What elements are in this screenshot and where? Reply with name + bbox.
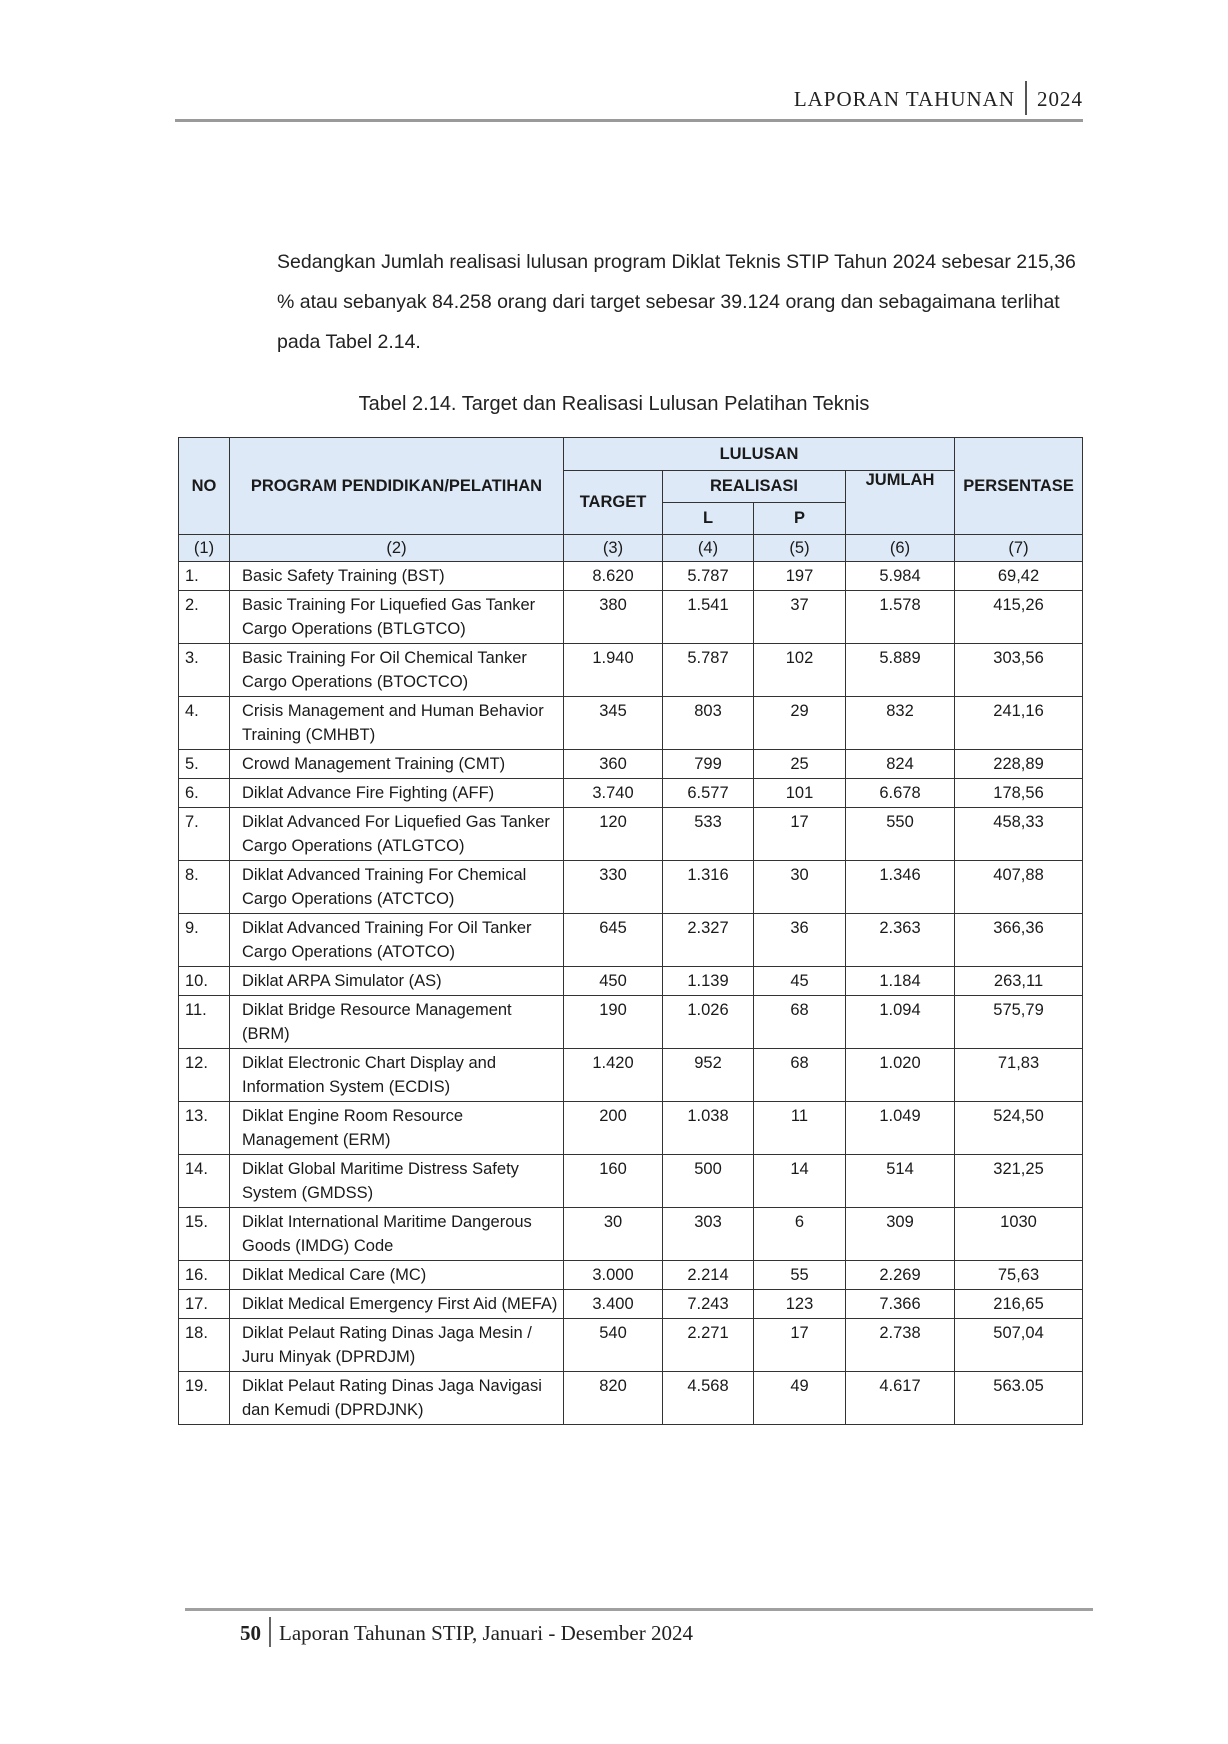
- cell-no: 12.: [179, 1049, 230, 1102]
- cell-p: 36: [754, 914, 846, 967]
- cell-target: 1.420: [564, 1049, 663, 1102]
- cell-jumlah: 550: [846, 808, 955, 861]
- cell-target: 30: [564, 1208, 663, 1261]
- cell-no: 2.: [179, 591, 230, 644]
- cell-program: Crowd Management Training (CMT): [230, 750, 564, 779]
- table-row: [179, 808, 1083, 861]
- cell-target: 345: [564, 697, 663, 750]
- cell-l: 533: [663, 808, 754, 861]
- cell-no: 6.: [179, 779, 230, 808]
- cell-target: 3.400: [564, 1290, 663, 1319]
- col-number-1: (1): [179, 535, 230, 562]
- cell-program: Diklat Medical Care (MC): [230, 1261, 564, 1290]
- cell-no: 8.: [179, 861, 230, 914]
- cell-p: 68: [754, 996, 846, 1049]
- table-row: [179, 914, 1083, 967]
- cell-no: 13.: [179, 1102, 230, 1155]
- cell-jumlah: 1.184: [846, 967, 955, 996]
- cell-p: 14: [754, 1155, 846, 1208]
- cell-l: 500: [663, 1155, 754, 1208]
- header-no: NO: [179, 438, 230, 535]
- cell-no: 11.: [179, 996, 230, 1049]
- page-footer: [240, 1620, 693, 1650]
- cell-no: 16.: [179, 1261, 230, 1290]
- table-row: [179, 779, 1083, 808]
- footer-separator: [269, 1617, 271, 1647]
- cell-persentase: 75,63: [955, 1261, 1083, 1290]
- cell-l: 303: [663, 1208, 754, 1261]
- header-target: TARGET: [564, 471, 663, 535]
- cell-p: 11: [754, 1102, 846, 1155]
- cell-program: Diklat Advanced Training For Oil Tanker Cargo Operations (ATOTCO): [230, 914, 564, 967]
- cell-jumlah: 2.738: [846, 1319, 955, 1372]
- table-row: [179, 996, 1083, 1049]
- col-number-3: (3): [564, 535, 663, 562]
- cell-program: Basic Training For Oil Chemical Tanker Cargo Operations (BTOCTCO): [230, 644, 564, 697]
- cell-persentase: 241,16: [955, 697, 1083, 750]
- cell-program: Diklat Advance Fire Fighting (AFF): [230, 779, 564, 808]
- cell-jumlah: 4.617: [846, 1372, 955, 1425]
- cell-l: 5.787: [663, 644, 754, 697]
- cell-persentase: 563.05: [955, 1372, 1083, 1425]
- cell-jumlah: 514: [846, 1155, 955, 1208]
- cell-persentase: 575,79: [955, 996, 1083, 1049]
- cell-program: Diklat Advanced For Liquefied Gas Tanker Cargo Operations (ATLGTCO): [230, 808, 564, 861]
- cell-jumlah: 5.984: [846, 562, 955, 591]
- cell-program: Diklat Medical Emergency First Aid (MEFA): [230, 1290, 564, 1319]
- table-row: [179, 1049, 1083, 1102]
- table-row: [179, 861, 1083, 914]
- cell-l: 1.026: [663, 996, 754, 1049]
- footer-text: Laporan Tahunan STIP, Januari - Desember 2024: [279, 1620, 693, 1645]
- cell-target: 380: [564, 591, 663, 644]
- cell-no: 1.: [179, 562, 230, 591]
- table-body: [179, 562, 1083, 1425]
- header-p: P: [754, 503, 846, 535]
- cell-persentase: 321,25: [955, 1155, 1083, 1208]
- cell-no: 18.: [179, 1319, 230, 1372]
- cell-l: 952: [663, 1049, 754, 1102]
- cell-persentase: 507,04: [955, 1319, 1083, 1372]
- cell-target: 120: [564, 808, 663, 861]
- cell-target: 330: [564, 861, 663, 914]
- cell-program: Diklat Pelaut Rating Dinas Jaga Mesin / Juru Minyak (DPRDJM): [230, 1319, 564, 1372]
- cell-persentase: 458,33: [955, 808, 1083, 861]
- cell-target: 820: [564, 1372, 663, 1425]
- header-jumlah: JUMLAH: [846, 471, 955, 535]
- cell-jumlah: 832: [846, 697, 955, 750]
- cell-p: 17: [754, 808, 846, 861]
- cell-l: 799: [663, 750, 754, 779]
- cell-no: 19.: [179, 1372, 230, 1425]
- cell-persentase: 263,11: [955, 967, 1083, 996]
- cell-l: 4.568: [663, 1372, 754, 1425]
- cell-program: Diklat Electronic Chart Display and Information System (ECDIS): [230, 1049, 564, 1102]
- cell-jumlah: 2.363: [846, 914, 955, 967]
- cell-persentase: 1030: [955, 1208, 1083, 1261]
- cell-program: Diklat Pelaut Rating Dinas Jaga Navigasi dan Kemudi (DPRDJNK): [230, 1372, 564, 1425]
- cell-target: 450: [564, 967, 663, 996]
- table-row: [179, 1102, 1083, 1155]
- table-caption: Tabel 2.14. Target dan Realisasi Lulusan Pelatihan Teknis: [358, 393, 870, 415]
- table-row: [179, 697, 1083, 750]
- cell-target: 3.000: [564, 1261, 663, 1290]
- cell-p: 37: [754, 591, 846, 644]
- cell-p: 68: [754, 1049, 846, 1102]
- table-row: [179, 750, 1083, 779]
- cell-no: 7.: [179, 808, 230, 861]
- cell-target: 160: [564, 1155, 663, 1208]
- cell-p: 30: [754, 861, 846, 914]
- header-lulusan: LULUSAN: [564, 438, 955, 471]
- cell-l: 2.214: [663, 1261, 754, 1290]
- cell-persentase: 69,42: [955, 562, 1083, 591]
- cell-p: 45: [754, 967, 846, 996]
- cell-program: Diklat Bridge Resource Management (BRM): [230, 996, 564, 1049]
- col-number-4: (4): [663, 535, 754, 562]
- cell-program: Crisis Management and Human Behavior Training (CMHBT): [230, 697, 564, 750]
- intro-paragraph: Sedangkan Jumlah realisasi lulusan program Diklat Teknis STIP Tahun 2024 sebesar 215,36 % atau sebanyak 84.258 orang dari target sebesar 39.124 orang dan sebagaimana terlihat pada Tabel 2.14.: [277, 250, 1076, 353]
- cell-no: 15.: [179, 1208, 230, 1261]
- col-number-5: (5): [754, 535, 846, 562]
- cell-l: 1.038: [663, 1102, 754, 1155]
- cell-no: 5.: [179, 750, 230, 779]
- cell-p: 29: [754, 697, 846, 750]
- table-row: [179, 562, 1083, 591]
- cell-target: 1.940: [564, 644, 663, 697]
- cell-persentase: 178,56: [955, 779, 1083, 808]
- cell-jumlah: 1.578: [846, 591, 955, 644]
- cell-program: Diklat Engine Room Resource Management (ERM): [230, 1102, 564, 1155]
- cell-jumlah: 1.346: [846, 861, 955, 914]
- cell-l: 7.243: [663, 1290, 754, 1319]
- table-row: [179, 1155, 1083, 1208]
- cell-p: 197: [754, 562, 846, 591]
- cell-l: 6.577: [663, 779, 754, 808]
- table-row: [179, 1319, 1083, 1372]
- cell-program: Diklat International Maritime Dangerous Goods (IMDG) Code: [230, 1208, 564, 1261]
- cell-no: 14.: [179, 1155, 230, 1208]
- page-number: 50: [240, 1620, 261, 1645]
- cell-program: Diklat Advanced Training For Chemical Cargo Operations (ATCTCO): [230, 861, 564, 914]
- cell-program: Basic Training For Liquefied Gas Tanker Cargo Operations (BTLGTCO): [230, 591, 564, 644]
- cell-l: 1.139: [663, 967, 754, 996]
- cell-jumlah: 1.020: [846, 1049, 955, 1102]
- cell-target: 540: [564, 1319, 663, 1372]
- cell-l: 1.541: [663, 591, 754, 644]
- cell-persentase: 303,56: [955, 644, 1083, 697]
- cell-p: 17: [754, 1319, 846, 1372]
- cell-jumlah: 309: [846, 1208, 955, 1261]
- cell-target: 360: [564, 750, 663, 779]
- cell-p: 49: [754, 1372, 846, 1425]
- col-number-2: (2): [230, 535, 564, 562]
- table-row: [179, 1290, 1083, 1319]
- cell-jumlah: 1.094: [846, 996, 955, 1049]
- cell-persentase: 366,36: [955, 914, 1083, 967]
- cell-persentase: 407,88: [955, 861, 1083, 914]
- cell-no: 9.: [179, 914, 230, 967]
- graduates-table: [178, 437, 1083, 1425]
- col-number-6: (6): [846, 535, 955, 562]
- cell-jumlah: 6.678: [846, 779, 955, 808]
- cell-l: 1.316: [663, 861, 754, 914]
- cell-jumlah: 7.366: [846, 1290, 955, 1319]
- header-separator: [1025, 81, 1027, 115]
- cell-p: 102: [754, 644, 846, 697]
- cell-persentase: 71,83: [955, 1049, 1083, 1102]
- header-year: 2024: [1037, 86, 1083, 111]
- header-realisasi: REALISASI: [663, 471, 846, 503]
- table-row: [179, 644, 1083, 697]
- header-l: L: [663, 503, 754, 535]
- cell-p: 6: [754, 1208, 846, 1261]
- cell-target: 8.620: [564, 562, 663, 591]
- cell-target: 3.740: [564, 779, 663, 808]
- cell-no: 17.: [179, 1290, 230, 1319]
- cell-p: 101: [754, 779, 846, 808]
- table-row: [179, 1372, 1083, 1425]
- cell-no: 3.: [179, 644, 230, 697]
- header-persentase: PERSENTASE: [955, 438, 1083, 535]
- cell-program: Diklat ARPA Simulator (AS): [230, 967, 564, 996]
- header-rule: [175, 119, 1083, 122]
- page-header: [175, 78, 1083, 122]
- cell-target: 190: [564, 996, 663, 1049]
- cell-persentase: 415,26: [955, 591, 1083, 644]
- cell-l: 2.327: [663, 914, 754, 967]
- cell-program: Basic Safety Training (BST): [230, 562, 564, 591]
- header-text: [794, 84, 1083, 118]
- cell-target: 200: [564, 1102, 663, 1155]
- cell-p: 123: [754, 1290, 846, 1319]
- cell-l: 803: [663, 697, 754, 750]
- header-title: LAPORAN TAHUNAN: [793, 86, 1015, 111]
- cell-program: Diklat Global Maritime Distress Safety System (GMDSS): [230, 1155, 564, 1208]
- cell-target: 645: [564, 914, 663, 967]
- cell-jumlah: 824: [846, 750, 955, 779]
- cell-l: 2.271: [663, 1319, 754, 1372]
- table-row: [179, 1208, 1083, 1261]
- cell-persentase: 228,89: [955, 750, 1083, 779]
- cell-jumlah: 2.269: [846, 1261, 955, 1290]
- table-row: [179, 1261, 1083, 1290]
- cell-jumlah: 5.889: [846, 644, 955, 697]
- cell-persentase: 524,50: [955, 1102, 1083, 1155]
- cell-l: 5.787: [663, 562, 754, 591]
- col-number-7: (7): [955, 535, 1083, 562]
- cell-jumlah: 1.049: [846, 1102, 955, 1155]
- cell-no: 4.: [179, 697, 230, 750]
- footer-rule: [185, 1608, 1093, 1611]
- cell-persentase: 216,65: [955, 1290, 1083, 1319]
- header-program: PROGRAM PENDIDIKAN/PELATIHAN: [230, 438, 564, 535]
- cell-p: 25: [754, 750, 846, 779]
- cell-p: 55: [754, 1261, 846, 1290]
- table-row: [179, 967, 1083, 996]
- cell-no: 10.: [179, 967, 230, 996]
- table-row: [179, 591, 1083, 644]
